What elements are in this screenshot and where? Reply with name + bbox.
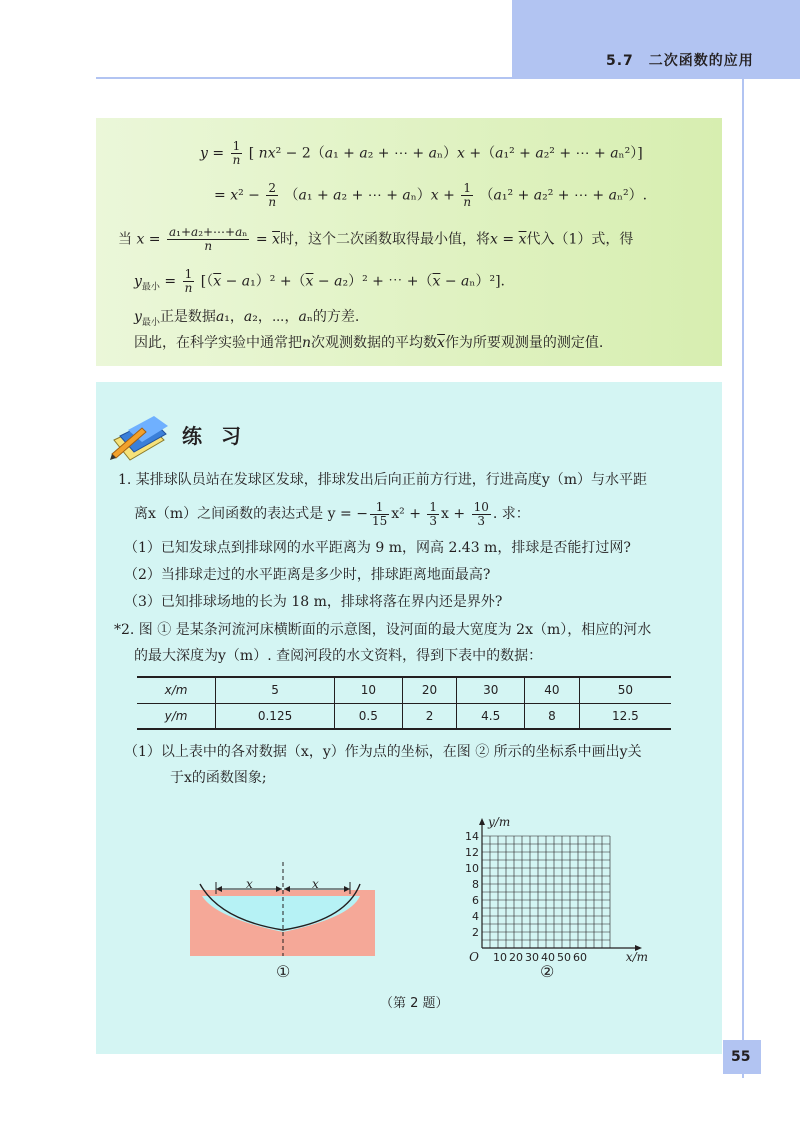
table-cell: 30 [457,677,525,703]
conclusion-line: 因此，在科学实验中通常把n次观测数据的平均数$\overline{x}$作为所要观测量的测定值. [134,335,604,351]
min-subscript: 最小 [141,282,160,293]
figure-1-marker: ① [276,962,291,981]
q1-sub1: （1）已知发球点到排球网的水平距离为 9 m，网高 2.43 m，排球是否能打过网? [124,540,631,556]
exercise-title: 练 习 [182,424,247,448]
table-cell: 0.5 [335,703,403,729]
y-tick-label: 14 [465,830,479,843]
page-number: 55 [731,1049,751,1065]
table-cell: 2 [402,703,457,729]
table-cell: 50 [579,677,671,703]
table-cell: x/m [137,677,216,703]
min-condition-line: 当 x = $\frac{\text{a₁+a₂+⋯+aₙ}}{n}$ = $\overline{x}$时，这个二次函数取得最小值，将$x = \overline{x}$代入（1）式，得 [118,225,634,253]
pencil-notebook-icon [108,410,172,466]
line3-suffix: 时，这个二次函数取得最小值，将 [280,231,491,248]
x-tick-label: 50 [557,951,571,964]
q2-line2: 的最大深度为y（m）. 查阅河段的水文资料，得到下表中的数据： [134,648,543,664]
q1-sub2: （2）当排球走过的水平距离是多少时，排球距离地面最高? [124,567,491,583]
x-tick-label: 20 [509,951,523,964]
line3-end: 代入（1）式，得 [526,231,634,248]
coordinate-grid-figure [462,808,652,968]
q1-line1: 1. 某排球队员站在发球区发球，排球发出后向正前方行进，行进高度y（m）与水平距 [118,472,648,488]
x-tick-label: 10 [493,951,507,964]
variance-line: $y_{最小}$正是数据a₁，a₂，⋯，aₙ的方差. [134,309,360,328]
table-cell: 20 [402,677,457,703]
figure-2-marker: ② [540,962,555,981]
q1-line2: 离x（m）之间函数的表达式是 y = − $\frac{1}{15}$ x² + $\frac{1}{3}$ x + $\frac{10}{3}$ . 求： [134,499,530,528]
half-width-label-left: x [246,877,253,891]
x-tick-label: 60 [573,951,587,964]
q2-sub1-line1: （1）以上表中的各对数据（x，y）作为点的坐标，在图 ② 所示的坐标系中画出y关 [124,744,642,760]
table-cell: 5 [216,677,335,703]
y-tick-label: 2 [472,926,479,939]
table-row [137,677,671,703]
line3-prefix: 当 [118,231,132,248]
data-table [137,676,671,730]
q2-sub1-line2: 于x的函数图象; [170,770,267,786]
y-tick-label: 6 [472,894,479,907]
right-margin-rule [742,78,744,1078]
origin-label: O [469,950,479,964]
table-cell: 12.5 [579,703,671,729]
section-title: 5.7 二次函数的应用 [606,53,754,69]
q2-line1: *2. 图 ① 是某条河流河床横断面的示意图，设河面的最大宽度为 2x（m），相应的河水 [114,622,652,638]
table-row [137,703,671,729]
table-cell: 10 [335,677,403,703]
y-axis-label: y/m [488,815,511,829]
header-rule [96,77,800,79]
river-cross-section-figure [190,858,380,958]
x-axis-label: x/m [625,950,648,964]
min-value-equation: $y_{最小}$ = $\frac{1}{n}$ [$(\overline{x} - a_1)^2 +(\overline{x} - a_2)^2$ + ⋯ $+(\overline{x} - a_n)^2$]. [134,267,505,295]
q1-sub3: （3）已知排球场地的长为 18 m，排球将落在界内还是界外? [124,594,503,610]
y-tick-label: 8 [472,878,479,891]
y-axis-arrow [479,818,485,825]
x-tick-label: 40 [541,951,555,964]
table-cell: y/m [137,703,216,729]
figure-caption: （第 2 题） [380,996,449,1011]
y-tick-label: 4 [472,910,479,923]
table-cell: 8 [525,703,580,729]
table-cell: 0.125 [216,703,335,729]
table-cell: 4.5 [457,703,525,729]
half-width-label-right: x [312,877,319,891]
x-tick-label: 30 [525,951,539,964]
y-tick-label: 10 [465,862,479,875]
equation-1: y = $\frac{1}{n}$ [ nx² − 2（a₁ + a₂ + ⋯ + aₙ）x +（a₁² + a₂² + ⋯ + aₙ²）] [200,139,643,167]
y-tick-label: 12 [465,846,479,859]
table-cell: 40 [525,677,580,703]
equation-2: = x² − $\frac{2}{n}$ （a₁ + a₂ + ⋯ + aₙ）x + $\frac{1}{n}$ （a₁² + a₂² + ⋯ + aₙ²）. [214,181,648,209]
